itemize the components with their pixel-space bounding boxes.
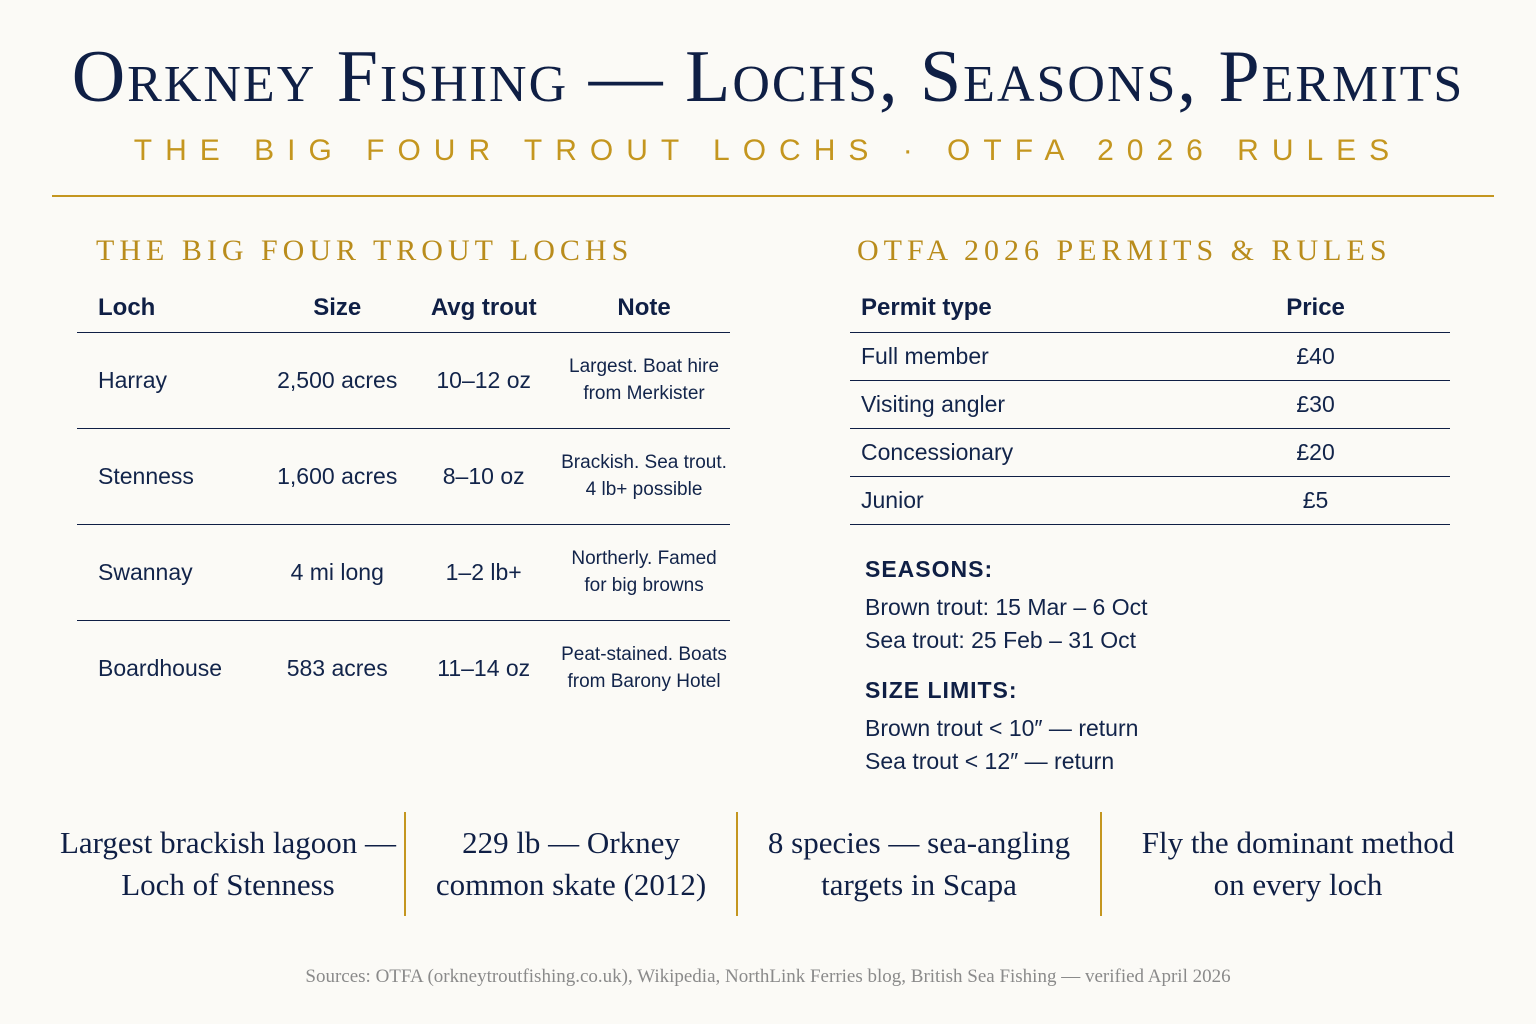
permit-type: Concessionary: [850, 429, 1254, 477]
fact-item: [52, 812, 404, 916]
fact-line: common skate (2012): [435, 867, 707, 902]
sources-footer: Sources: OTFA (orkneytroutfishing.co.uk), Wikipedia, NorthLink Ferries blog, British Sea Fishing — verified April 2026: [305, 966, 1231, 987]
seasons-block: [865, 556, 1148, 657]
size-limit-line: Brown trout < 10″ — return: [865, 715, 1139, 741]
column-header-note: Note: [558, 284, 730, 333]
permit-type: Junior: [850, 477, 1254, 525]
permits-header-row: [850, 284, 1450, 333]
fact-line: Loch of Stenness: [121, 867, 335, 902]
loch-size: 583 acres: [286, 655, 388, 681]
seasons-heading: SEASONS:: [865, 556, 994, 582]
season-line: Brown trout: 15 Mar – 6 Oct: [865, 594, 1148, 620]
page-title: Orkney Fishing — Lochs, Seasons, Permits: [71, 36, 1465, 118]
loch-name: Stenness: [77, 429, 265, 525]
loch-note-line2: for big browns: [584, 574, 704, 596]
fact-line: Fly the dominant method: [1141, 825, 1455, 860]
fact-item: [406, 812, 736, 916]
table-row: [77, 333, 730, 429]
fact-line: targets in Scapa: [821, 867, 1017, 902]
loch-note-line1: Largest. Boat hire: [569, 355, 720, 377]
loch-avg-trout: 8–10 oz: [409, 429, 558, 525]
loch-note-line1: Brackish. Sea trout.: [561, 451, 727, 473]
loch-name: Boardhouse: [98, 655, 223, 681]
lochs-table: [77, 284, 730, 716]
loch-note-line2: 4 lb+ possible: [585, 478, 703, 500]
permit-price: £20: [1254, 429, 1377, 477]
loch-avg-trout: 1–2 lb+: [409, 525, 558, 621]
loch-note-line2: from Merkister: [583, 382, 705, 404]
table-row: [850, 333, 1450, 381]
loch-note: [558, 333, 730, 429]
fact-line: on every loch: [1213, 867, 1383, 902]
column-header-size: Size: [265, 284, 409, 333]
loch-note-line2: from Barony Hotel: [567, 670, 721, 692]
fact-line: Largest brackish lagoon —: [59, 825, 397, 860]
fact-line: 8 species — sea-angling: [767, 825, 1071, 860]
column-header-permit-type: Permit type: [850, 284, 1254, 333]
facts-strip: [52, 812, 1494, 916]
loch-name: Harray: [77, 333, 265, 429]
permits-table: [850, 284, 1450, 525]
size-limits-heading: SIZE LIMITS:: [865, 677, 1018, 703]
table-row: [850, 381, 1450, 429]
permit-price: £40: [1254, 333, 1377, 381]
permit-price: £5: [1254, 477, 1377, 525]
permit-type: Full member: [850, 333, 1254, 381]
table-row: [850, 477, 1450, 525]
lochs-header-row: [77, 284, 730, 333]
column-header-price: Price: [1254, 284, 1377, 333]
loch-note: [558, 525, 730, 621]
table-row: [77, 621, 730, 717]
column-header-avg-trout: Avg trout: [409, 284, 558, 333]
permits-heading: OTFA 2026 PERMITS & RULES: [857, 234, 1392, 267]
header-divider: [52, 195, 1494, 197]
loch-size: 1,600 acres: [265, 429, 409, 525]
table-row: [850, 429, 1450, 477]
page-subtitle: THE BIG FOUR TROUT LOCHS · OTFA 2026 RULES: [133, 134, 1403, 167]
loch-size: 2,500 acres: [265, 333, 409, 429]
fact-line: 229 lb — Orkney: [462, 825, 680, 860]
size-limits-block: [865, 677, 1138, 778]
column-header-loch: Loch: [77, 284, 265, 333]
column-spacer: [1377, 284, 1450, 333]
fact-item: [1102, 812, 1494, 916]
permit-type: Visiting angler: [850, 381, 1254, 429]
loch-note-line1: Peat-stained. Boats: [561, 643, 727, 665]
loch-size: 4 mi long: [265, 525, 409, 621]
loch-name: Swannay: [77, 525, 265, 621]
table-row: [77, 429, 730, 525]
lochs-heading: THE BIG FOUR TROUT LOCHS: [96, 234, 634, 267]
loch-note-line1: Northerly. Famed: [571, 547, 717, 569]
loch-avg-trout: 11–14 oz: [437, 655, 531, 681]
loch-avg-trout: 10–12 oz: [409, 333, 558, 429]
size-limit-line: Sea trout < 12″ — return: [865, 748, 1115, 774]
permit-price: £30: [1254, 381, 1377, 429]
loch-note: [558, 429, 730, 525]
fact-item: [738, 812, 1100, 916]
table-row: [77, 525, 730, 621]
season-line: Sea trout: 25 Feb – 31 Oct: [865, 627, 1137, 653]
loch-note: [558, 621, 730, 717]
